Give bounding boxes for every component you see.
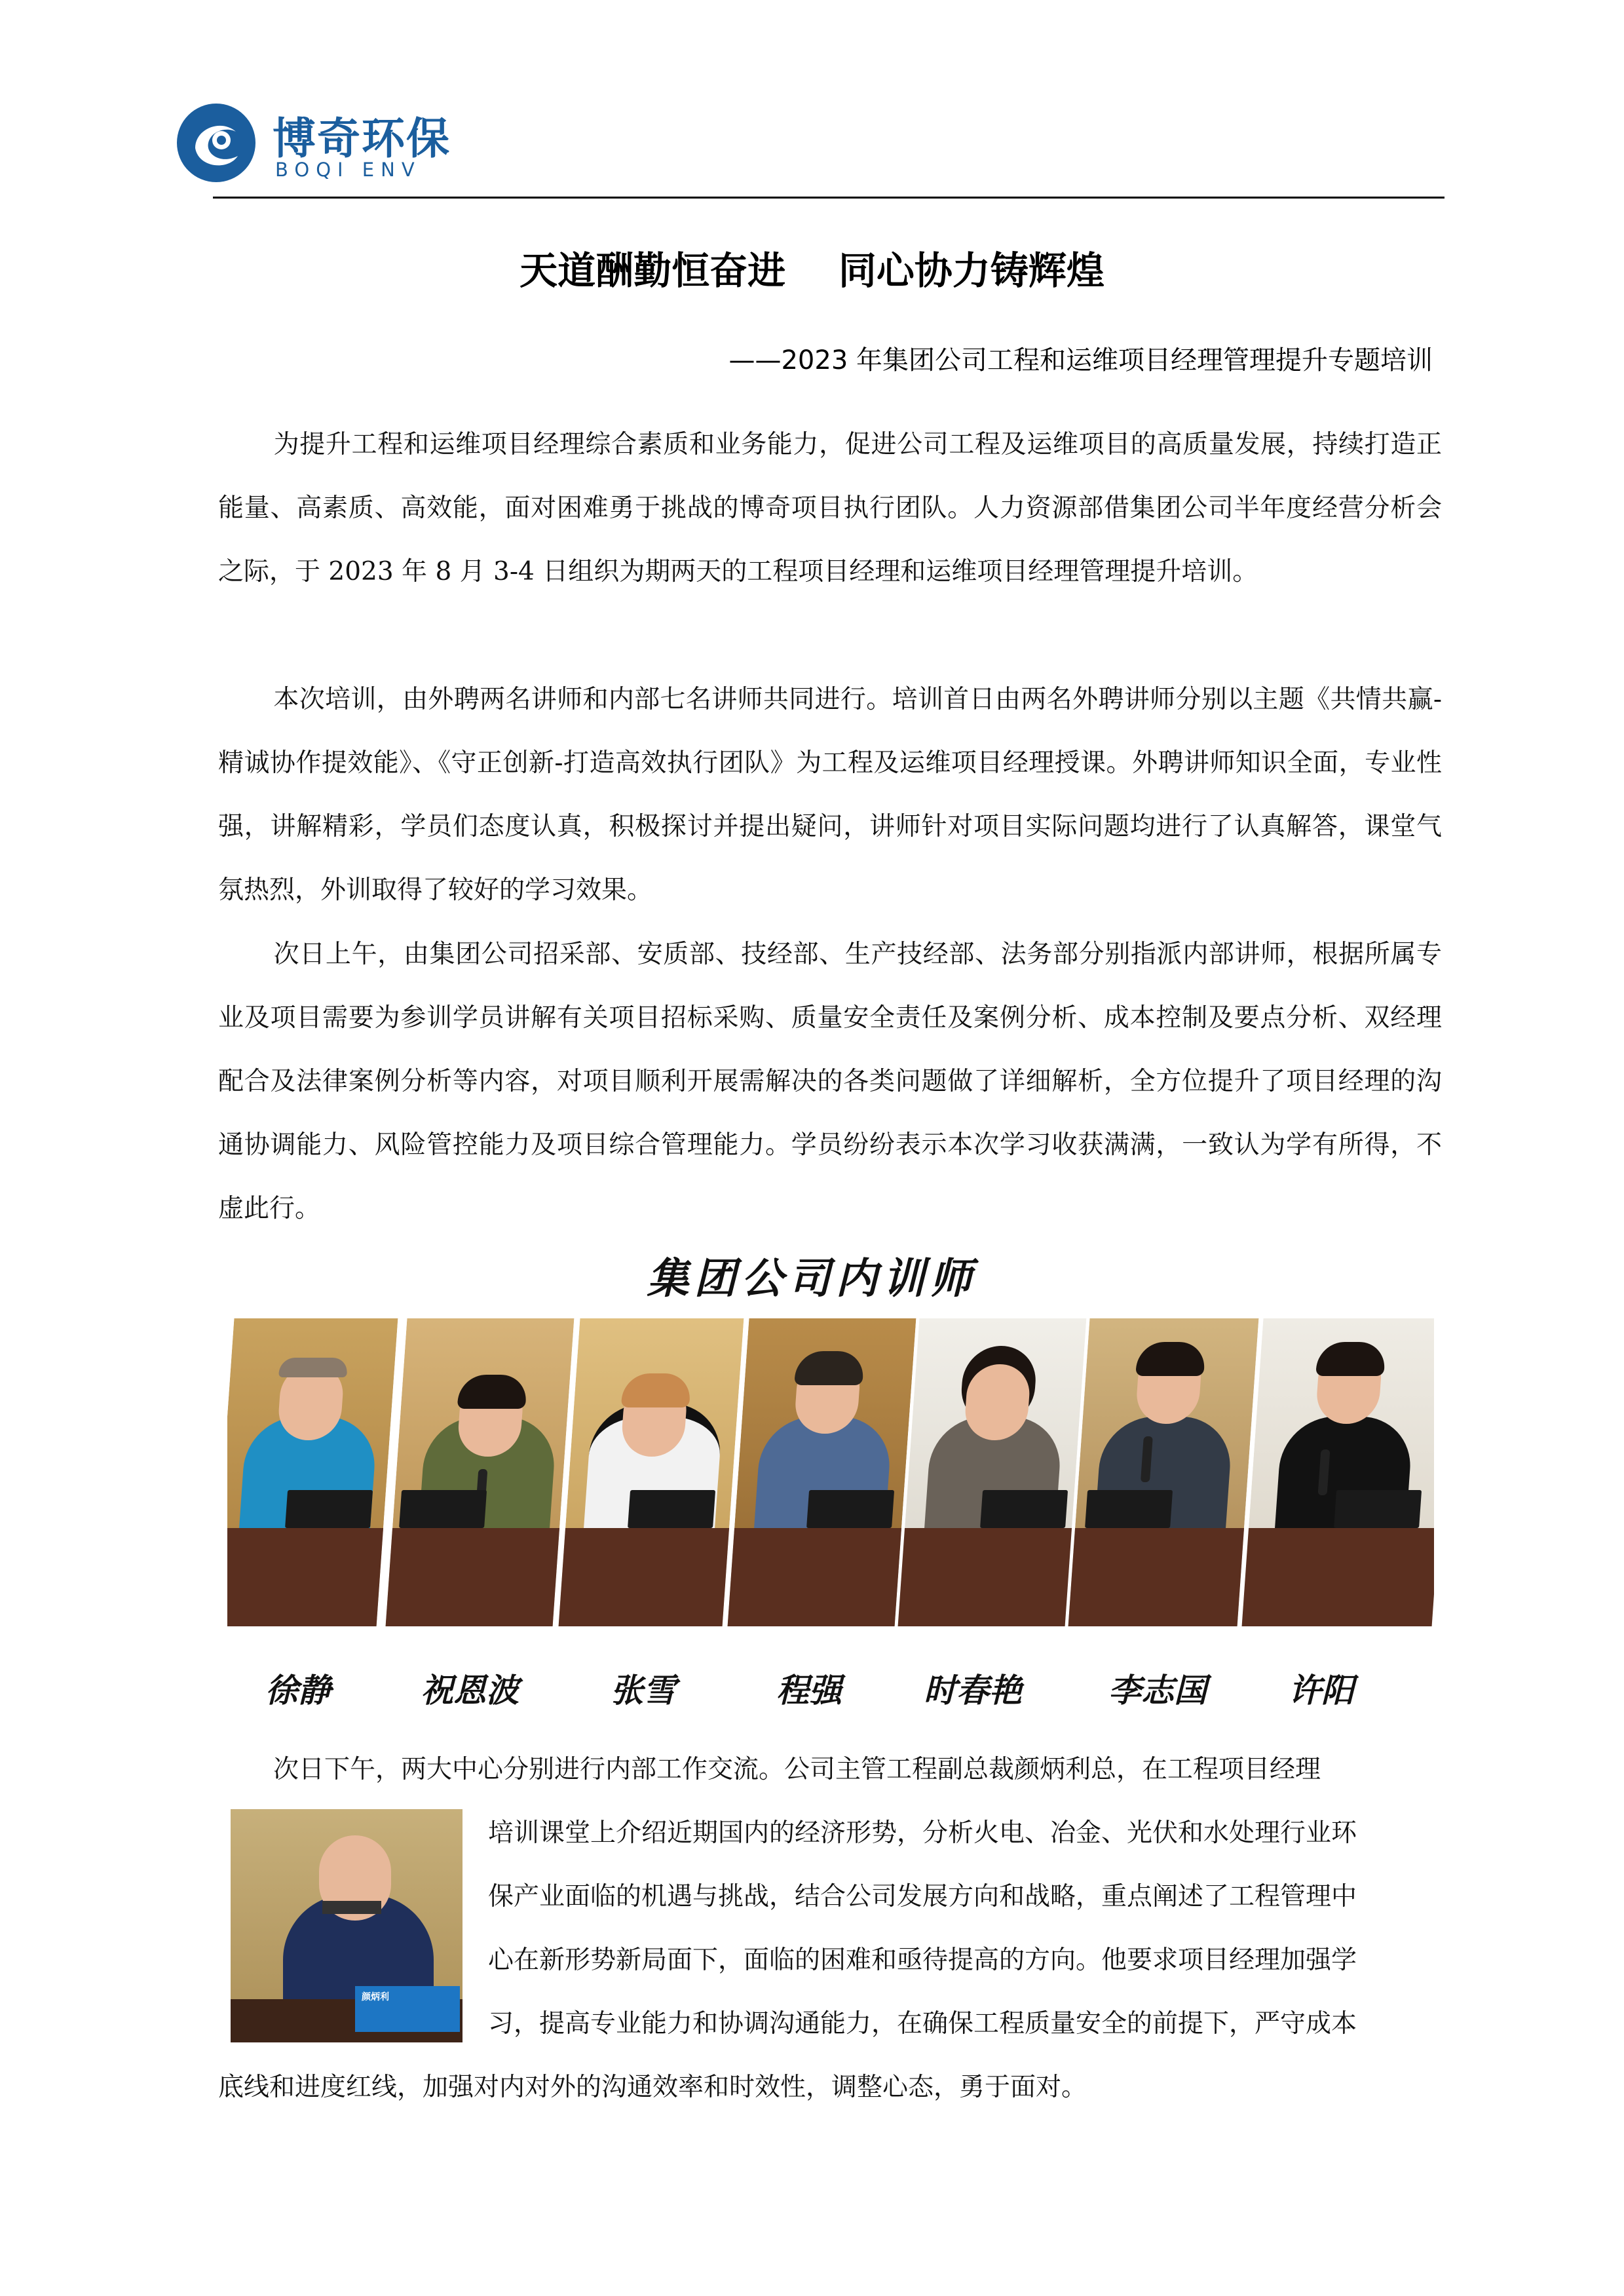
trainer-name-7: 许阳: [1289, 1671, 1354, 1710]
trainer-photo-7: [1242, 1318, 1434, 1626]
page-title: 天道酬勤恒奋进 同心协力铸辉煌: [519, 248, 1105, 293]
trainer-photo-1: [227, 1318, 398, 1626]
speaker-photo: [231, 1809, 463, 2042]
paragraph-4-line-1: 次日下午，两大中心分别进行内部工作交流。公司主管工程副总裁颜炳利总，在工程项目经理: [273, 1755, 1321, 1784]
logo-text-en: BOQI ENV: [275, 159, 421, 181]
paragraph-4-line-2: 培训课堂上介绍近期国内的经济形势，分析火电、冶金、光伏和水处理行业环: [488, 1818, 1357, 1848]
paragraph-4-line-6: 底线和进度红线，加强对内对外的沟通效率和时效性，调整心态，勇于面对。: [218, 2073, 1087, 2102]
paragraph-1-text: 为提升工程和运维项目经理综合素质和业务能力，促进公司工程及运维项目的高质量发展，持续打造正能量、高素质、高效能，面对困难勇于挑战的博奇项目执行团队。人力资源部借集团公司半年度经营分析会之际，于 2023 年 8 月 3-4 日组织为期两天的工程项目经理和运维项目经理管理提升培训。: [218, 430, 1442, 586]
logo-text-cn: 博奇环保: [273, 113, 451, 164]
paragraph-4-line-4: 心在新形势新局面下，面临的困难和亟待提高的方向。他要求项目经理加强学: [488, 1945, 1357, 1975]
trainer-name-6: 李志国: [1108, 1671, 1207, 1710]
trainer-names: [227, 1664, 1434, 1717]
paragraph-3-text: 次日上午，由集团公司招采部、安质部、技经部、生产技经部、法务部分别指派内部讲师，根据所属专业及项目需要为参训学员讲解有关项目招标采购、质量安全责任及案例分析、成本控制及要点分析、双经理配合及法律案例分析等内容，对项目顺利开展需解决的各类问题做了详细解析，全方位提升了项目经理的沟通协调能力、风险管控能力及项目综合管理能力。学员纷纷表示本次学习收获满满，一致认为学有所得，不虚此行。: [218, 940, 1442, 1223]
gallery-title: 集团公司内训师: [647, 1254, 977, 1303]
company-logo: [176, 98, 451, 187]
trainer-name-1: 徐静: [265, 1671, 331, 1710]
page-subtitle: ——2023 年集团公司工程和运维项目经理管理提升专题培训: [728, 345, 1433, 375]
paragraph-4-line-3: 保产业面临的机遇与挑战，结合公司发展方向和战略，重点阐述了工程管理中: [488, 1882, 1357, 1911]
trainer-photo-4: [728, 1318, 916, 1626]
speaker-nameplate: 颜炳利: [362, 1992, 389, 2002]
trainer-photo-6: [1068, 1318, 1259, 1626]
logo-swirl-icon: [176, 102, 257, 183]
trainer-name-2: 祝恩波: [421, 1671, 519, 1710]
trainer-photo-5: [898, 1318, 1087, 1626]
trainer-photo-2: [386, 1318, 575, 1626]
paragraph-3: [218, 923, 1442, 1240]
paragraph-2-text: 本次培训，由外聘两名讲师和内部七名讲师共同进行。培训首日由两名外聘讲师分别以主题《共情共赢-精诚协作提效能》、《守正创新-打造高效执行团队》为工程及运维项目经理授课。外聘讲师知识全面，专业性强，讲解精彩，学员们态度认真，积极探讨并提出疑问，讲师针对项目实际问题均进行了认真解答，课堂气氛热烈，外训取得了较好的学习效果。: [218, 685, 1442, 905]
trainer-photo-3: [559, 1318, 744, 1626]
trainer-name-3: 张雪: [611, 1671, 676, 1710]
trainer-photo-collage: [227, 1318, 1434, 1626]
trainer-name-4: 程强: [776, 1671, 842, 1710]
paragraph-2: [218, 668, 1442, 922]
paragraph-4-line-5: 习，提高专业能力和协调沟通能力，在确保工程质量安全的前提下，严守成本: [488, 2009, 1357, 2038]
paragraph-1: [218, 413, 1442, 603]
header-divider: [213, 197, 1445, 199]
trainer-name-5: 时春艳: [924, 1671, 1022, 1710]
